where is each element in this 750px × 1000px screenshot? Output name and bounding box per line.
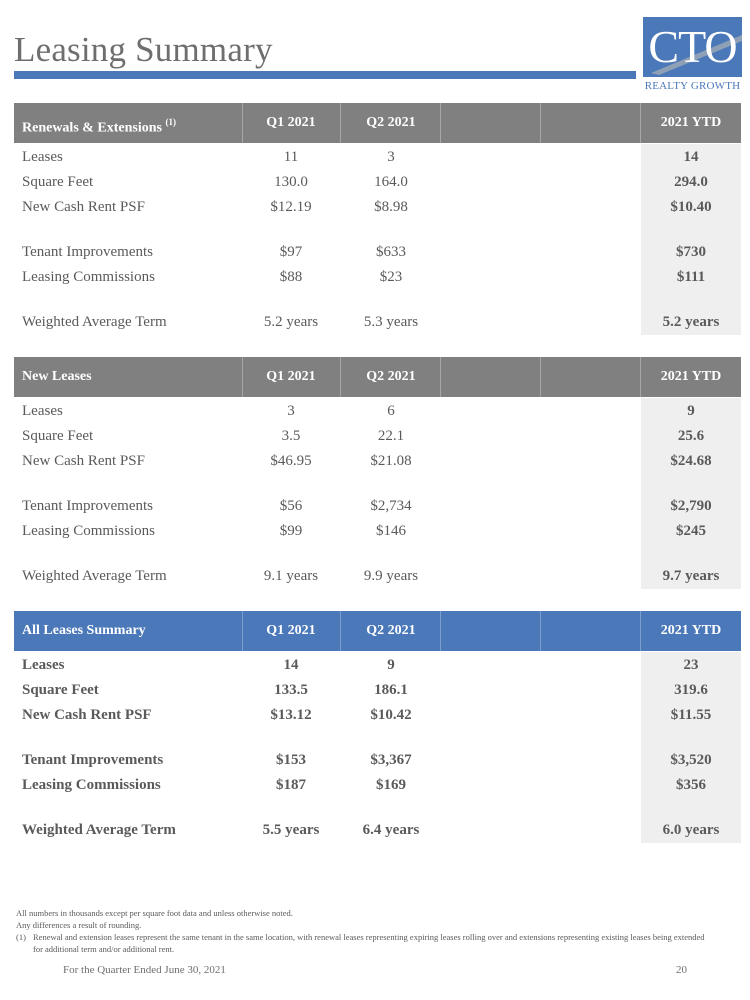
row-label: Leasing Commissions (22, 523, 155, 539)
table-row (14, 494, 741, 519)
cell-ytd: 14 (683, 149, 699, 165)
row-label: Square Feet (22, 682, 99, 698)
logo-letters: CTO (648, 21, 737, 72)
cell-ytd: 5.2 years (662, 314, 720, 330)
cell-ytd: $356 (676, 777, 706, 793)
cell-ytd: $10.40 (670, 199, 712, 215)
row-label: New Cash Rent PSF (22, 199, 145, 215)
cell-q1: 133.5 (274, 682, 308, 698)
cell-ytd: 6.0 years (662, 822, 720, 838)
row-label: Leases (22, 149, 63, 165)
table-row (14, 678, 741, 703)
header-divider (440, 103, 441, 143)
row-label: Square Feet (22, 428, 94, 444)
header-divider (540, 357, 541, 397)
cell-ytd: 294.0 (674, 174, 708, 190)
row-label: Square Feet (22, 174, 94, 190)
cell-q2: 3 (387, 149, 395, 165)
table-row (14, 145, 741, 170)
cell-q2: $3,367 (370, 752, 412, 768)
cell-q1: $12.19 (270, 199, 312, 215)
footnote-1-text: Renewal and extension leases represent the same tenant in the same location, with renewal leases representing expiring leases rolling over and extensions representing existing leases being extended for additional term and/or additional rent. (33, 932, 705, 954)
cell-q1: 3 (287, 403, 295, 419)
row-label: Tenant Improvements (22, 752, 164, 768)
header-divider (640, 611, 641, 651)
row-label: Tenant Improvements (22, 244, 153, 260)
row-label: Weighted Average Term (22, 822, 176, 838)
table-row (14, 818, 741, 843)
row-label: Leases (22, 657, 65, 673)
header-divider (340, 611, 341, 651)
cell-q2: $633 (376, 244, 406, 260)
cell-q1: $97 (279, 244, 303, 260)
cell-q2: $8.98 (374, 199, 408, 215)
header-divider (640, 103, 641, 143)
table-row (14, 424, 741, 449)
cell-ytd: 23 (683, 657, 699, 673)
table-row (14, 399, 741, 424)
column-header-q1: Q1 2021 (266, 369, 316, 384)
cell-q1: $88 (279, 269, 303, 285)
column-header-ytd: 2021 YTD (660, 369, 722, 384)
footnotes (16, 907, 716, 955)
table-title: Renewals & Extensions $^{(1)}$ (22, 117, 177, 136)
table-row (14, 703, 741, 728)
row-label: Leasing Commissions (22, 777, 161, 793)
header-divider (340, 103, 341, 143)
header-divider (440, 611, 441, 651)
renewals-extensions-table (14, 103, 741, 335)
header-divider (540, 103, 541, 143)
footnote-1 (16, 931, 716, 955)
cell-ytd: 319.6 (674, 682, 708, 698)
row-label: Weighted Average Term (22, 568, 167, 584)
cell-q1: $99 (279, 523, 303, 539)
column-header-ytd: 2021 YTD (660, 623, 722, 638)
footnote-1-marker: (1) (16, 932, 26, 942)
cell-q2: $169 (376, 777, 406, 793)
cell-q1: $46.95 (270, 453, 312, 469)
table-title: New Leases (22, 369, 92, 384)
column-header-q2: Q2 2021 (366, 115, 416, 130)
title-underline-bar (14, 71, 636, 79)
row-label: New Cash Rent PSF (22, 707, 152, 723)
cell-q2: 6.4 years (362, 822, 420, 838)
cell-q2: 22.1 (377, 428, 405, 444)
table-row (14, 564, 741, 589)
cell-q1: 5.5 years (262, 822, 320, 838)
cell-q1: $153 (276, 752, 306, 768)
cell-q2: 9 (387, 657, 395, 673)
table-row (14, 265, 741, 290)
footer-period: For the Quarter Ended June 30, 2021 (63, 964, 226, 976)
table-row (14, 310, 741, 335)
column-header-q2: Q2 2021 (366, 623, 416, 638)
cell-q2: $146 (376, 523, 406, 539)
cell-q1: $13.12 (270, 707, 312, 723)
header-divider (340, 357, 341, 397)
column-header-ytd: 2021 YTD (660, 115, 722, 130)
new-leases-table (14, 357, 741, 589)
cell-ytd: 25.6 (677, 428, 705, 444)
row-label: Tenant Improvements (22, 498, 153, 514)
cell-ytd: $24.68 (670, 453, 712, 469)
cell-q2: 9.9 years (363, 568, 419, 584)
column-header-q1: Q1 2021 (266, 115, 316, 130)
row-label: Leasing Commissions (22, 269, 155, 285)
cell-ytd: 9.7 years (662, 568, 720, 584)
table-row (14, 773, 741, 798)
cell-q1: $187 (276, 777, 306, 793)
table-header (14, 611, 741, 651)
table-row (14, 195, 741, 220)
column-header-q2: Q2 2021 (366, 369, 416, 384)
cell-ytd: $3,520 (670, 752, 712, 768)
row-label: Weighted Average Term (22, 314, 167, 330)
cell-q1: $56 (279, 498, 303, 514)
footnote-units: All numbers in thousands except per square foot data and unless otherwise noted. (16, 908, 293, 918)
cell-ytd: $730 (676, 244, 706, 260)
table-title: All Leases Summary (22, 623, 146, 638)
row-label: Leases (22, 403, 63, 419)
table-row (14, 170, 741, 195)
cell-ytd: 9 (687, 403, 695, 419)
table-row (14, 748, 741, 773)
cell-q1: 5.2 years (263, 314, 319, 330)
header-divider (242, 357, 243, 397)
header-divider (242, 611, 243, 651)
all-leases-summary-table (14, 611, 741, 843)
page-number: 20 (676, 964, 687, 976)
cell-ytd: $11.55 (670, 707, 712, 723)
cto-logo (643, 17, 742, 91)
cell-ytd: $111 (676, 269, 706, 285)
footnote-rounding: Any differences a result of rounding. (16, 920, 142, 930)
cell-q1: 11 (283, 149, 299, 165)
cell-q2: 164.0 (374, 174, 408, 190)
cell-q2: $10.42 (370, 707, 412, 723)
page-title: Leasing Summary (14, 30, 273, 69)
cell-q2: 5.3 years (363, 314, 419, 330)
row-label: New Cash Rent PSF (22, 453, 145, 469)
cell-q2: $21.08 (370, 453, 412, 469)
footnote-marker: (1) (165, 117, 177, 127)
cell-q2: $23 (379, 269, 403, 285)
cell-q1: 9.1 years (263, 568, 319, 584)
table-header (14, 357, 741, 397)
table-row (14, 449, 741, 474)
table-header (14, 103, 741, 143)
cell-ytd: $2,790 (670, 498, 712, 514)
table-row (14, 653, 741, 678)
column-header-q1: Q1 2021 (266, 623, 316, 638)
cell-q1: 14 (283, 657, 299, 673)
cell-q1: 130.0 (274, 174, 308, 190)
cell-ytd: $245 (676, 523, 706, 539)
table-row (14, 519, 741, 544)
logo-box (643, 17, 742, 77)
cell-q1: 3.5 (281, 428, 301, 444)
header-divider (540, 611, 541, 651)
logo-subtitle: REALTY GROWTH (644, 80, 741, 92)
cell-q2: 186.1 (374, 682, 408, 698)
cell-q2: 6 (387, 403, 395, 419)
table-row (14, 240, 741, 265)
header-divider (640, 357, 641, 397)
header-divider (242, 103, 243, 143)
header-divider (440, 357, 441, 397)
cell-q2: $2,734 (370, 498, 412, 514)
